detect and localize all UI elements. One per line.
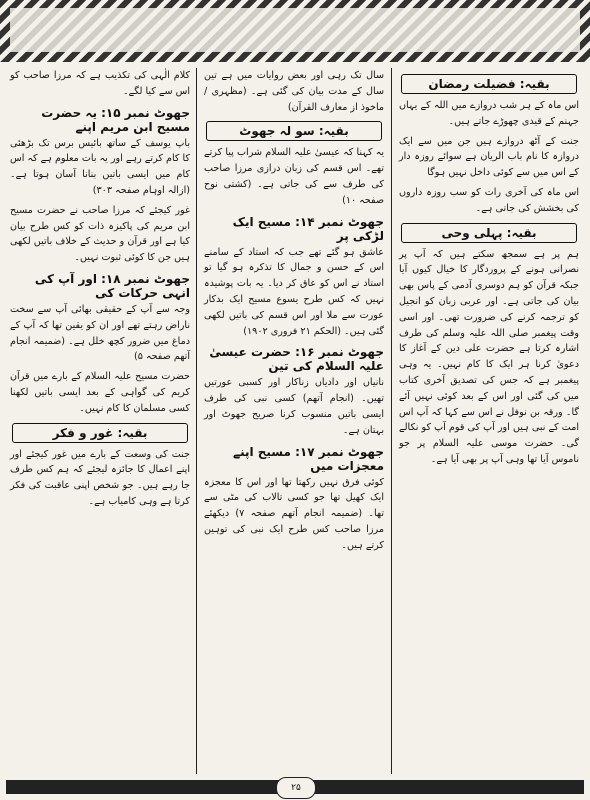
decorative-border: [0, 0, 590, 62]
paragraph: ہم پر ہے سمجھ سکتے ہیں کہ آپ پر نصرانی ہونے کے پروردگار کا خیال کیوں آیا جبکہ قرآن کو ہم دوسری آدمی کے پاس بھی بیان کی جاتی ہے۔ اور عربی زبان کو انجیل کو ترجمہ کرنے کی ضرورت تھی۔ اور اسی وقت پیغمبر صلی اللہ علیہ وسلم کی طرف اشارہ کرتا ہے حضرت علی دین کے آغاز کا دعویٰ کرنا ہر ایک کا کام نہیں۔ یہ وہی پیغمبر ہے کہ جس کی تصدیق آخری کتاب میں کی گئی اور اس کے بعد کوئی نہیں آئے گا۔ ورقہ بن نوفل نے اس سے کہا کہ آپ اس امت کے نبی ہیں اور آپ کی قوم آپ کو نکالے گی۔ حضرت موسی علیہ السلام پر جو ناموس آیا تھا وہی آپ پر بھی آیا ہے۔: [399, 248, 579, 465]
paragraph: جنت کے آٹھ دروازے ہیں جن میں سے ایک دروازہ کا نام باب الریان ہے سوائے روزہ دار کے اس میں سے کوئی داخل نہیں ہوگا: [399, 135, 579, 179]
paragraph: سال تک رہی اور بعض روایات میں ہے تین سال کے مدت بیان کی گئی ہے۔ (مظہری / ماخوذ از معارف القرآن): [204, 70, 384, 113]
paragraph: اس ماہ کے ہر شب دروازے میں اللہ کے یہاں جہنم کے قیدی چھوڑے جاتے ہیں۔: [399, 100, 579, 127]
paragraph: جنت کی وسعت کے بارے میں غور کیجئے اور اپنے اعمال کا جائزہ لیجئے کہ ہم کس طرف جا رہے ہیں۔ جو شخص اپنی عاقبت کی فکر کرتا ہے وہی کامیاب ہے۔: [10, 448, 190, 507]
paragraph: یہ کہنا کہ عیسیٰ علیہ السلام شراب پیا کرتے تھے۔ اس قسم کی زبان درازی مرزا صاحب کی طرف سے کی جاتی ہے۔ (کشتی نوح صفحہ ۱۰): [204, 147, 384, 206]
column-left: [6, 68, 194, 774]
subheading: جھوٹ نمبر ۱۵: یہ حضرت مسیح ابن مریم اپنے: [41, 105, 190, 134]
page-footer: [0, 776, 590, 800]
paragraph: وجہ سے آپ کے حقیقی بھائی آپ سے سخت ناراض رہتے تھے اور ان کو یقین تھا کہ آپ کے دماغ میں ضرور کچھ خلل ہے۔ (ضمیمہ انجام آتھم صفحہ ۵): [10, 303, 190, 363]
subheading: جھوٹ نمبر ۱۴: مسیح ایک لڑکی پر: [232, 214, 384, 243]
subheading: جھوٹ نمبر ۱۸: اور آپ کی انہی حرکات کی: [34, 271, 190, 300]
subheading: جھوٹ نمبر ۱۷: مسیح اپنے معجزات میں: [233, 444, 384, 473]
paragraph: اس ماہ کی آخری رات کو سب روزہ داروں کی بخشش کی جاتی ہے۔: [399, 186, 579, 214]
paragraph: عاشق ہو گئے تھے جب کہ استاد کے سامنے اس کے حسن و جمال کا تذکرہ ہو گیا تو استاد نے اس کو عاق کر دیا۔ یہ بات پوشیدہ نہیں کہ کس طرح یسوع مسیح ایک بدکار عورت سے ملا اور اس قسم کی باتیں لکھی گئی ہیں۔ (الحکم ۲۱ فروری ۱۹۰۲): [204, 246, 384, 337]
paragraph: نانیاں اور دادیاں زناکار اور کسبی عورتیں تھیں۔ (انجام آتھم) کسی نبی کی طرف ایسی باتیں منسوب کرنا صریح جھوٹ اور بہتان ہے۔: [204, 377, 384, 436]
paragraph: باپ یوسف کے ساتھ بائیس برس تک بڑھئی کا کام کرتے رہے اور یہ بات معلوم ہے کہ اس کام میں ایسی باتیں بنانا آسان ہوتا ہے۔ (ازالہ اوہام صفحہ ۳۰۳): [10, 137, 190, 196]
paragraph: غور کیجئے کہ مرزا صاحب نے حضرت مسیح ابن مریم کی پاکیزہ ذات کو کس طرح بیان کیا ہے اور قرآن و حدیث کے خلاف باتیں لکھی ہیں جن کا کوئی ثبوت نہیں۔: [10, 204, 190, 264]
heading-pehli-wahi: بقیہ: پہلی وحی: [401, 223, 577, 243]
heading-ghaur-o-fikr: بقیہ: غور و فکر: [12, 423, 188, 443]
page-number-logo: ۲۵: [276, 777, 316, 799]
paragraph: حضرت مسیح علیہ السلام کے بارے میں قرآن کریم کی گواہی کے بعد ایسی باتیں لکھنا کسی مسلمان کا کام نہیں۔: [10, 371, 190, 414]
heading-sola-jhoot: بقیہ: سو لہ جھوٹ: [206, 121, 382, 141]
subheading: جھوٹ نمبر ۱۶: حضرت عیسیٰ علیہ السلام کی تین: [209, 345, 384, 374]
column-divider: [391, 68, 392, 774]
column-divider: [196, 68, 197, 774]
paragraph: کلام الٰہی کی تکذیب ہے کہ مرزا صاحب کو اس سے کیا لگے۔: [10, 70, 190, 97]
column-right: [395, 68, 583, 774]
heading-fazilat-ramzan: بقیہ: فضیلت رمضان: [401, 74, 577, 94]
column-middle: [200, 68, 388, 774]
paragraph: کوئی فرق نہیں رکھتا تھا اور اس کا معجزہ ایک کھیل تھا جو کسی تالاب کی مٹی سے تھا۔ (ضمیمہ انجام آتھم صفحہ ۷) دیکھئے مرزا صاحب کس طرح ایک نبی کی توہین کرتے ہیں۔: [204, 476, 384, 551]
